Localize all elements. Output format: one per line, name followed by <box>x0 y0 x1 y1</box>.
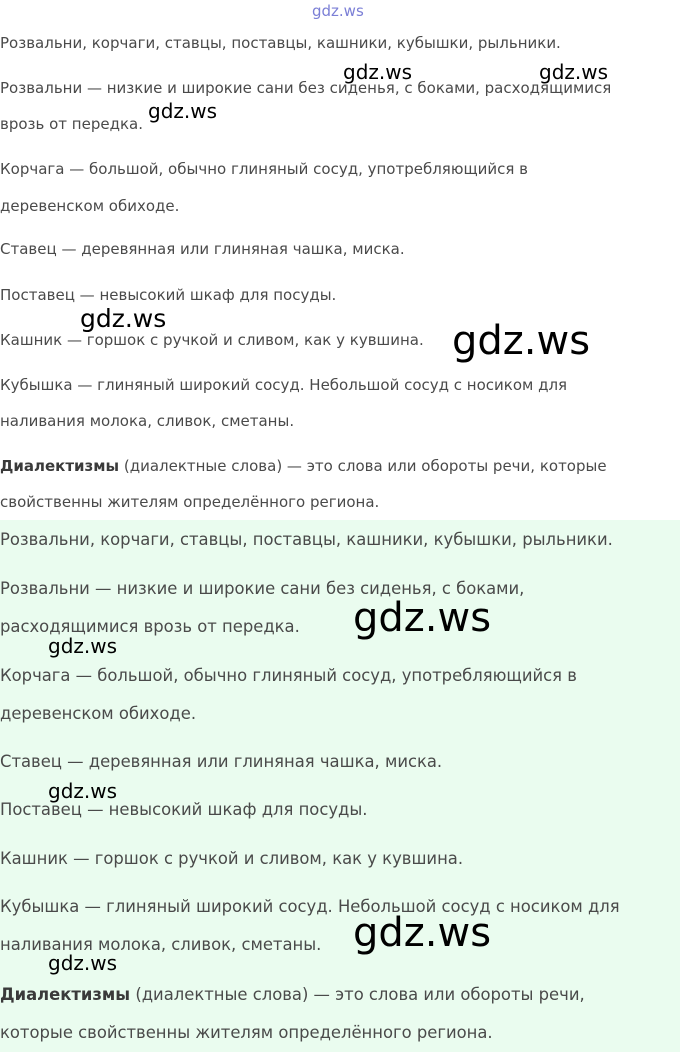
def-rozvalni-line2: врозь от передка. <box>0 115 143 133</box>
watermark: gdz.ws <box>48 951 118 975</box>
def-kubyshka-line1: Кубышка — глиняный широкий сосуд. Небольшой сосуд с носиком для <box>0 897 620 916</box>
def-stavets: Ставец — деревянная или глиняная чашка, миска. <box>0 752 443 771</box>
watermark: gdz.ws <box>48 779 118 803</box>
dialect-term: Диалектизмы <box>0 457 120 475</box>
watermark: gdz.ws <box>452 318 591 364</box>
words-list: Розвальни, корчаги, ставцы, поставцы, кашники, кубышки, рыльники. <box>0 530 613 549</box>
dialect-rest: (диалектные слова) — это слова или обороты речи, <box>130 985 585 1004</box>
def-rozvalni-line2: расходящимися врозь от передка. <box>0 617 300 636</box>
watermark: gdz.ws <box>80 304 167 333</box>
def-rozvalni-line1: Розвальни — низкие и широкие сани без сиденья, с боками, расходящимися <box>0 79 612 97</box>
dialect-rest: (диалектные слова) — это слова или обороты речи, которые <box>119 457 607 475</box>
watermark-top: gdz.ws <box>312 2 364 20</box>
def-dialect-line2: которые свойственны жителям определённого региона. <box>0 1023 493 1042</box>
def-kubyshka-line1: Кубышка — глиняный широкий сосуд. Небольшой сосуд с носиком для <box>0 376 568 394</box>
def-kashnik: Кашник — горшок с ручкой и сливом, как у кувшина. <box>0 849 464 868</box>
def-kashnik: Кашник — горшок с ручкой и сливом, как у кувшина. <box>0 331 424 349</box>
def-dialect-line1 <box>0 976 585 1015</box>
def-korchaga-line2: деревенском обиходе. <box>0 197 180 215</box>
watermark: gdz.ws <box>353 910 492 956</box>
def-korchaga-line1: Корчага — большой, обычно глиняный сосуд, употребляющийся в <box>0 666 577 685</box>
def-dialect-line2: свойственны жителям определённого региона. <box>0 493 380 511</box>
watermark: gdz.ws <box>539 60 609 84</box>
def-postavets: Поставец — невысокий шкаф для посуды. <box>0 800 368 819</box>
def-stavets: Ставец — деревянная или глиняная чашка, миска. <box>0 240 405 258</box>
watermark: gdz.ws <box>353 595 492 641</box>
def-rozvalni-line1: Розвальни — низкие и широкие сани без сиденья, с боками, <box>0 579 525 598</box>
words-list: Розвальни, корчаги, ставцы, поставцы, кашники, кубышки, рыльники. <box>0 34 561 52</box>
def-kubyshka-line2: наливания молока, сливок, сметаны. <box>0 935 322 954</box>
def-korchaga-line2: деревенском обиходе. <box>0 704 197 723</box>
watermark: gdz.ws <box>148 99 218 123</box>
def-postavets: Поставец — невысокий шкаф для посуды. <box>0 286 337 304</box>
dialect-term: Диалектизмы <box>0 985 131 1004</box>
def-korchaga-line1: Корчага — большой, обычно глиняный сосуд, употребляющийся в <box>0 160 528 178</box>
watermark: gdz.ws <box>48 634 118 658</box>
def-kubyshka-line2: наливания молока, сливок, сметаны. <box>0 412 295 430</box>
watermark: gdz.ws <box>343 60 413 84</box>
def-dialect-line1 <box>0 448 607 485</box>
